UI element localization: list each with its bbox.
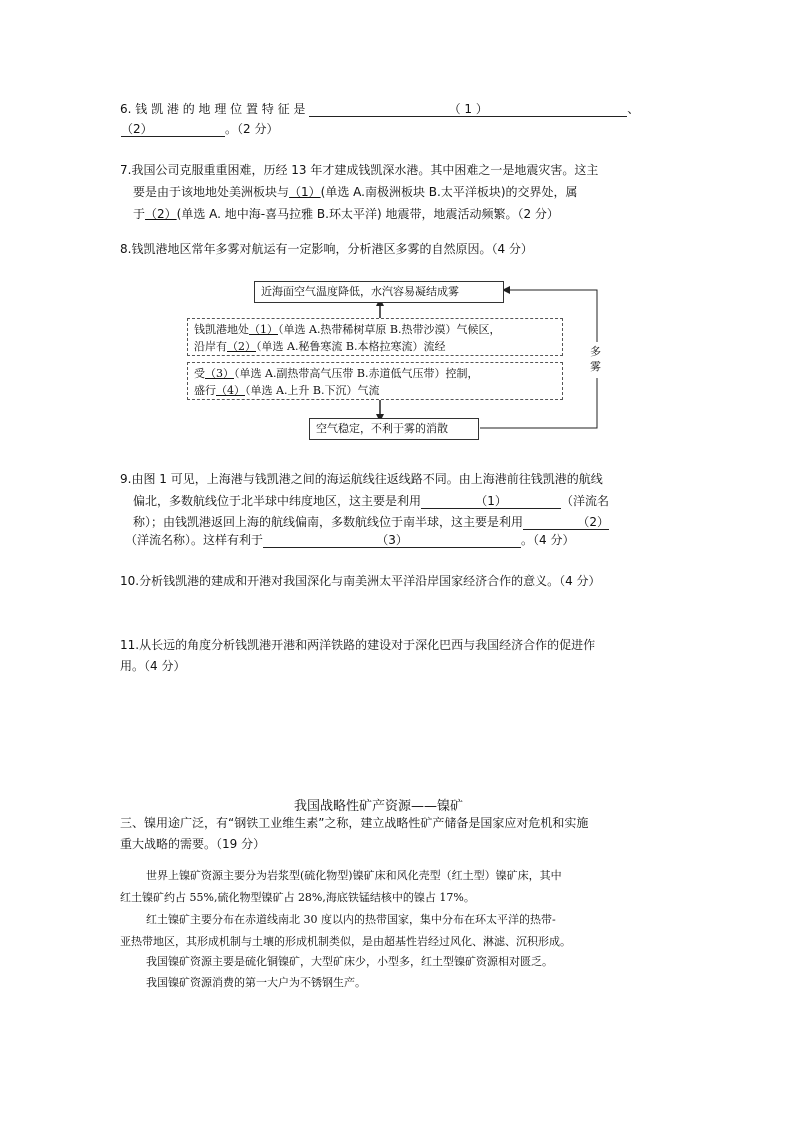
q11-line1: 11.从长远的角度分析钱凯港开港和两洋铁路的建设对于深化巴西与我国经济合作的促进作: [120, 638, 596, 652]
q8-box-pressure: 受（3）（单选 A.副热带高气压带 B.赤道低气压带）控制， 盛行（4）（单选 A.上升 B.下沉）气流: [187, 362, 563, 400]
q8-blank-3[interactable]: （3）: [205, 367, 234, 380]
section3-p3: 我国镍矿资源主要是硫化铜镍矿，大型矿床少，小型多，红土型镍矿资源相对匮乏。: [146, 955, 553, 968]
q7-blank-2[interactable]: （2）: [145, 207, 177, 221]
section3-p4: 我国镍矿资源消费的第一大户为不锈钢生产。: [146, 976, 366, 989]
q7-line2: 要是由于该地地处美洲板块与（1）(单选 A.南极洲板块 B.太平洋板块)的交界处，属: [133, 185, 578, 199]
q8-blank-2[interactable]: （2）: [227, 340, 256, 353]
section3-intro-line1: 三、镍用途广泛，有“钢铁工业维生素”之称，建立战略性矿产储备是国家应对危机和实施: [120, 816, 589, 830]
q6-line1: 6. 钱 凯 港 的 地 理 位 置 特 征 是 （ 1 ） 、: [120, 102, 640, 116]
q8-box-top: 近海面空气温度降低，水汽容易凝结成雾: [254, 281, 504, 303]
q9-blank-2[interactable]: （2）: [523, 515, 609, 530]
section3-p2-line1: 红土镍矿主要分布在赤道线南北 30 度以内的热带国家，集中分布在环太平洋的热带-: [146, 913, 556, 926]
section3-intro-line2: 重大战略的需要。（19 分）: [120, 837, 266, 851]
section3-p1-line1: 世界上镍矿资源主要分为岩浆型(硫化物型)镍矿床和风化壳型（红土型）镍矿床，其中: [146, 869, 562, 882]
q11-line2: 用。（4 分）: [120, 659, 186, 673]
q6-line2: （2） 。（2 分）: [121, 122, 279, 136]
q7-blank-1[interactable]: （1）: [289, 185, 321, 199]
q9-line3: 称）；由钱凯港返回上海的航线偏南，多数航线位于南半球，这主要是利用 （2）: [133, 515, 610, 529]
q6-blank-1[interactable]: （ 1 ）: [309, 102, 627, 117]
q9-line4: （洋流名称）。这样有利于 （3） 。（4 分）: [125, 533, 575, 547]
q6-blank-2[interactable]: （2）: [121, 122, 225, 137]
q9-blank-3[interactable]: （3）: [263, 533, 521, 548]
q7-line1: 7.我国公司克服重重困难，历经 13 年才建成钱凯深水港。其中困难之一是地震灾害。这主: [120, 163, 599, 177]
q8-blank-1[interactable]: （1）: [249, 323, 278, 336]
q9-line1: 9.由图 1 可见，上海港与钱凯港之间的海运航线往返线路不同。由上海港前往钱凯港的航线: [120, 472, 603, 486]
q8-text: 8.钱凯港地区常年多雾对航运有一定影响，分析港区多雾的自然原因。（4 分）: [120, 242, 533, 256]
q7-line3: 于（2）(单选 A. 地中海-喜马拉雅 B.环太平洋) 地震带，地震活动频繁。（2 分）: [133, 207, 559, 221]
q8-blank-4[interactable]: （4）: [216, 384, 245, 397]
side-feedback-line: [480, 290, 597, 428]
q8-box-climate: 钱凯港地处（1）（单选 A.热带稀树草原 B.热带沙漠）气候区， 沿岸有（2）（单选 A.秘鲁寒流 B.本格拉寒流）流经: [187, 318, 563, 356]
q10-text: 10.分析钱凯港的建成和开港对我国深化与南美洲太平洋沿岸国家经济合作的意义。（4 分）: [120, 574, 601, 588]
q8-box-bottom: 空气稳定，不利于雾的消散: [309, 418, 479, 440]
q8-side-label: 多 雾: [590, 345, 601, 373]
q9-line2: 偏北，多数航线位于北半球中纬度地区，这主要是利用 （1） （洋流名: [133, 494, 610, 508]
section3-title: 我国战略性矿产资源——镍矿: [294, 799, 464, 814]
q9-blank-1[interactable]: （1）: [421, 494, 561, 509]
section3-p2-line2: 亚热带地区，其形成机制与土壤的形成机制类似，是由超基性岩经过风化、淋滤、沉积形成。: [120, 935, 571, 948]
section3-p1-line2: 红土镍矿约占 55%,硫化物型镍矿占 28%,海底铁锰结核中的镍占 17%。: [120, 891, 475, 904]
